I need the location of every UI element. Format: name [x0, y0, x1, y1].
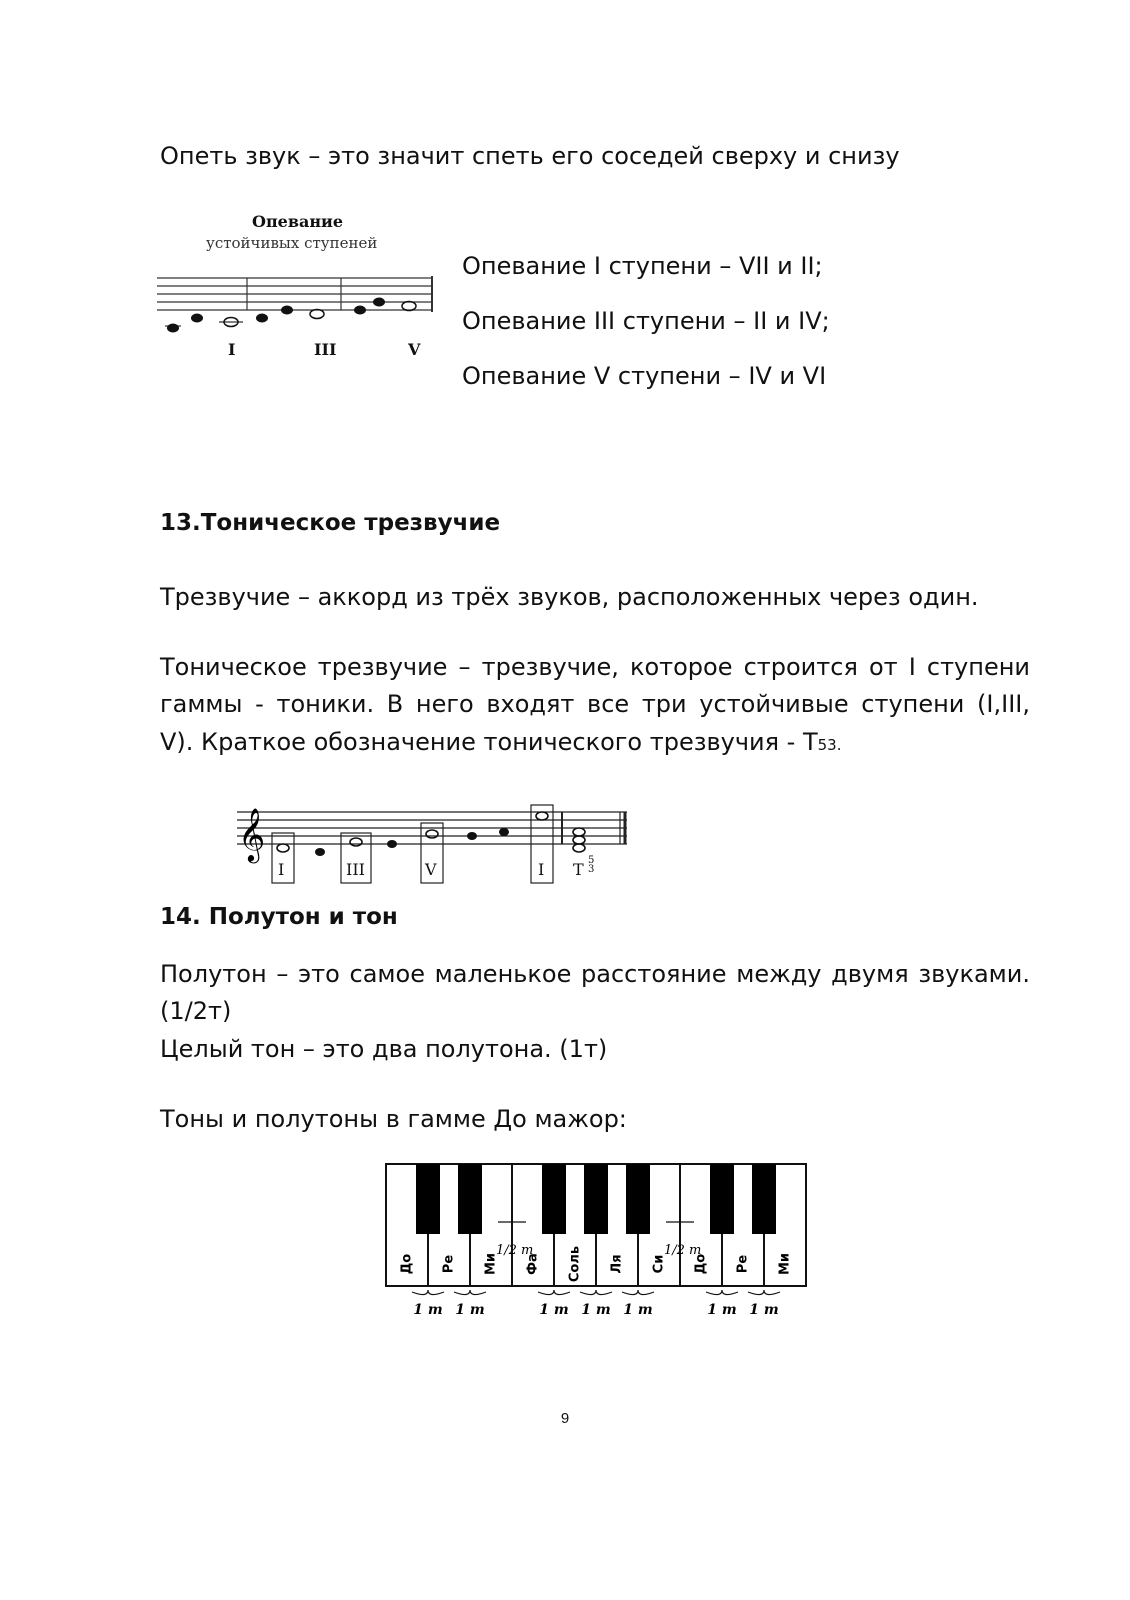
paragraph: Трезвучие – аккорд из трёх звуков, расположенных через один. — [160, 583, 979, 611]
tone-label: 1 т — [539, 1302, 569, 1318]
key-label: До — [399, 1253, 415, 1275]
paragraph-line: Полутон – это самое маленькое расстояние между двумя звуками. — [160, 960, 1030, 988]
tone-bracket — [538, 1290, 570, 1295]
key-label: Ми — [483, 1252, 499, 1276]
paragraph-line: Целый тон – это два полутона. (1т) — [160, 1035, 608, 1063]
section-heading: 14. Полутон и тон — [160, 904, 398, 930]
key-label: Ре — [441, 1254, 457, 1274]
tone-bracket — [622, 1290, 654, 1295]
degree-label: III — [346, 860, 365, 879]
figure-subtitle: устойчивых ступеней — [206, 234, 378, 252]
degree-label: III — [314, 340, 337, 359]
tone-label: 1 т — [581, 1302, 611, 1318]
black-key — [416, 1164, 440, 1234]
tone-bracket — [748, 1290, 780, 1295]
section-heading: 13.Тоническое трезвучие — [160, 510, 501, 536]
paragraph-line: Тоническое трезвучие – трезвучие, которое строится от I ступени — [160, 653, 1030, 681]
piano-keyboard — [380, 1158, 820, 1328]
degree-label: V — [408, 340, 421, 359]
black-key — [752, 1164, 776, 1234]
chord-symbol-subscript: 53. — [817, 736, 842, 754]
scale-caption: Тоны и полутоны в гамме До мажор: — [160, 1105, 627, 1133]
tone-bracket — [412, 1290, 444, 1295]
page-number: 9 — [560, 1410, 570, 1427]
degree-label: V — [425, 860, 437, 879]
key-label: Ми — [777, 1252, 793, 1276]
black-key — [584, 1164, 608, 1234]
key-label: До — [693, 1253, 709, 1275]
black-key — [458, 1164, 482, 1234]
degree-label: I — [538, 860, 545, 879]
figure-title: Опевание — [252, 212, 344, 231]
opevanie-line: Опевание I ступени – VII и II; — [462, 252, 823, 280]
paragraph-line: V). Краткое обозначение тонического трезвучия - T — [160, 728, 818, 756]
chord-label: T — [573, 860, 584, 879]
half-tone-label: 1/2 т — [496, 1243, 534, 1258]
treble-clef-icon: 𝄞 — [238, 807, 266, 861]
black-key — [542, 1164, 566, 1234]
key-label: Соль — [567, 1245, 583, 1283]
chord-figure: 5 3 — [588, 855, 595, 875]
degree-label: I — [278, 860, 285, 879]
tone-label: 1 т — [623, 1302, 653, 1318]
staff-opevanie — [155, 270, 440, 340]
half-tone-label: 1/2 т — [664, 1243, 702, 1258]
black-key — [710, 1164, 734, 1234]
tone-bracket — [580, 1290, 612, 1295]
tone-bracket — [706, 1290, 738, 1295]
black-key — [626, 1164, 650, 1234]
opevanie-line: Опевание V ступени – IV и VI — [462, 362, 827, 390]
tone-label: 1 т — [707, 1302, 737, 1318]
tone-label: 1 т — [413, 1302, 443, 1318]
opevanie-line: Опевание III ступени – II и IV; — [462, 307, 830, 335]
key-label: Ре — [735, 1254, 751, 1274]
paragraph-line: гаммы - тоники. В него входят все три устойчивые ступени (I,III, — [160, 690, 1030, 718]
tone-label: 1 т — [749, 1302, 779, 1318]
paragraph-line: (1/2т) — [160, 997, 232, 1025]
key-label: Ля — [609, 1254, 625, 1274]
tone-label: 1 т — [455, 1302, 485, 1318]
intro-text: Опеть звук – это значит спеть его соседей сверху и снизу — [160, 142, 900, 170]
degree-label: I — [228, 340, 236, 359]
tone-bracket — [454, 1290, 486, 1295]
key-label: Си — [651, 1254, 667, 1274]
key-label: Фа — [525, 1253, 541, 1275]
